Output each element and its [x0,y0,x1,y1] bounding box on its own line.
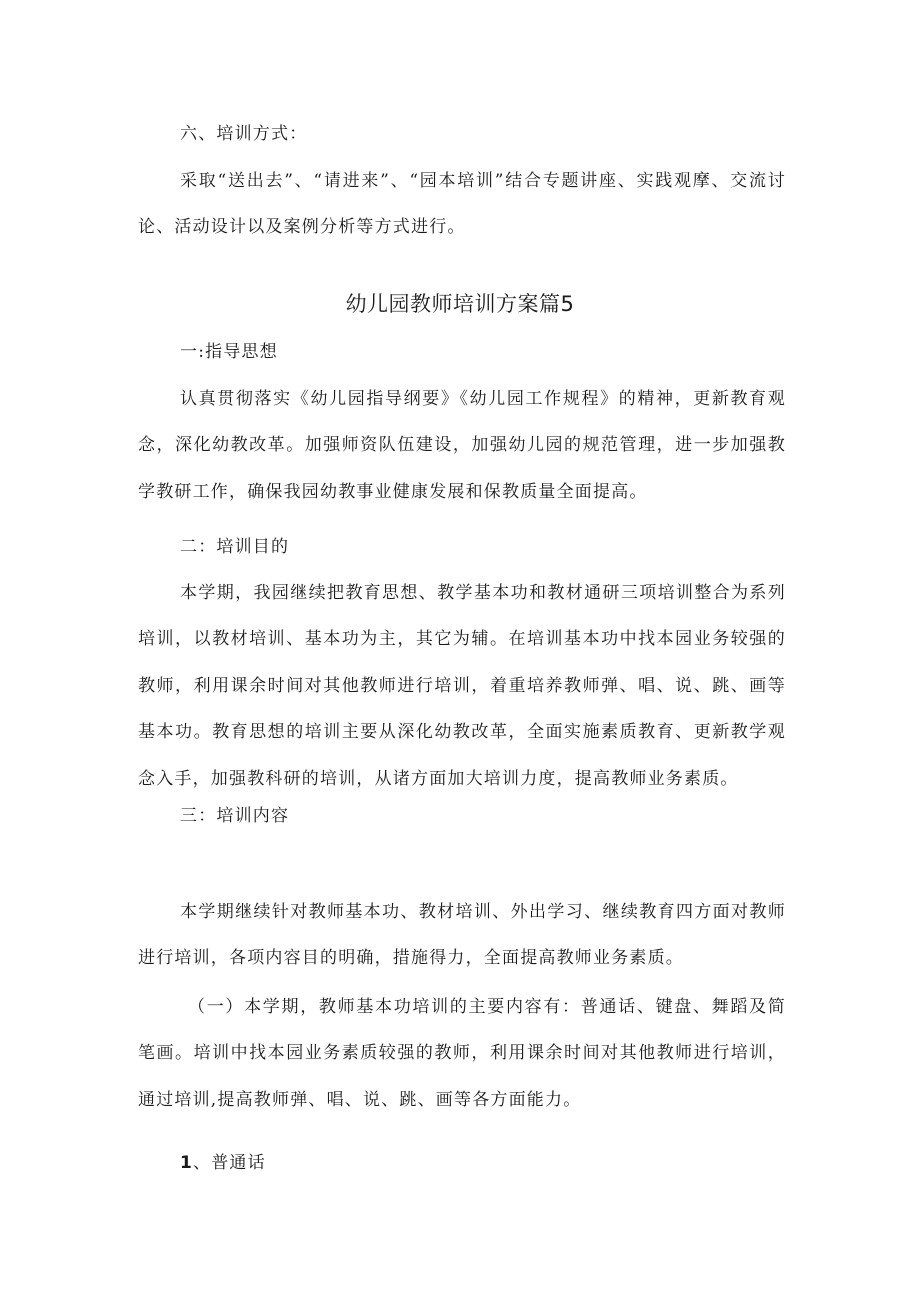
s2-heading: 二：培训目的 [180,537,290,557]
article-title: 幼儿园教师培训方案篇5 [345,292,575,316]
section6-body: 采取“送出去”、“请进来”、“园本培训”结合专题讲座、实践观摩、交流讨论、活动设计以及案例分析等方式进行。 [138,171,786,238]
item1-text: 、普通话 [193,1153,266,1173]
s3-sub1: （一）本学期，教师基本功培训的主要内容有：普通话、键盘、舞蹈及简笔画。培训中找本园业务素质较强的教师，利用课余时间对其他教师进行培训，通过培训,提高教师弹、唱、说、跳、画等各方面能力。 [138,997,786,1110]
s2-body: 本学期，我园继续把教育思想、教学基本功和教材通研三项培训整合为系列培训，以教材培训、基本功为主，其它为辅。在培训基本功中找本园业务较强的教师，利用课余时间对其他教师进行培训，着重培养教师弹、唱、说、跳、画等基本功。教育思想的培训主要从深化幼教改革，全面实施素质教育、更新教学观念入手，加强教科研的培训，从诸方面加大培训力度，提高教师业务素质。 [138,583,786,789]
s1-body: 认真贯彻落实《幼儿园指导纲要》《幼儿园工作规程》的精神，更新教育观念，深化幼教改革。加强师资队伍建设，加强幼儿园的规范管理，进一步加强教学教研工作，确保我园幼教事业健康发展和保教质量全面提高。 [138,389,786,502]
item1-number: 1 [180,1153,194,1173]
item1-heading [180,1151,266,1175]
section6-heading: 六、培训方式： [180,124,308,144]
s3-body: 本学期继续针对教师基本功、教材培训、外出学习、继续教育四方面对教师进行培训，各项内容目的明确，措施得力，全面提高教师业务素质。 [138,902,786,969]
s3-heading: 三：培训内容 [180,806,290,826]
s1-heading: 一:指导思想 [180,342,278,362]
